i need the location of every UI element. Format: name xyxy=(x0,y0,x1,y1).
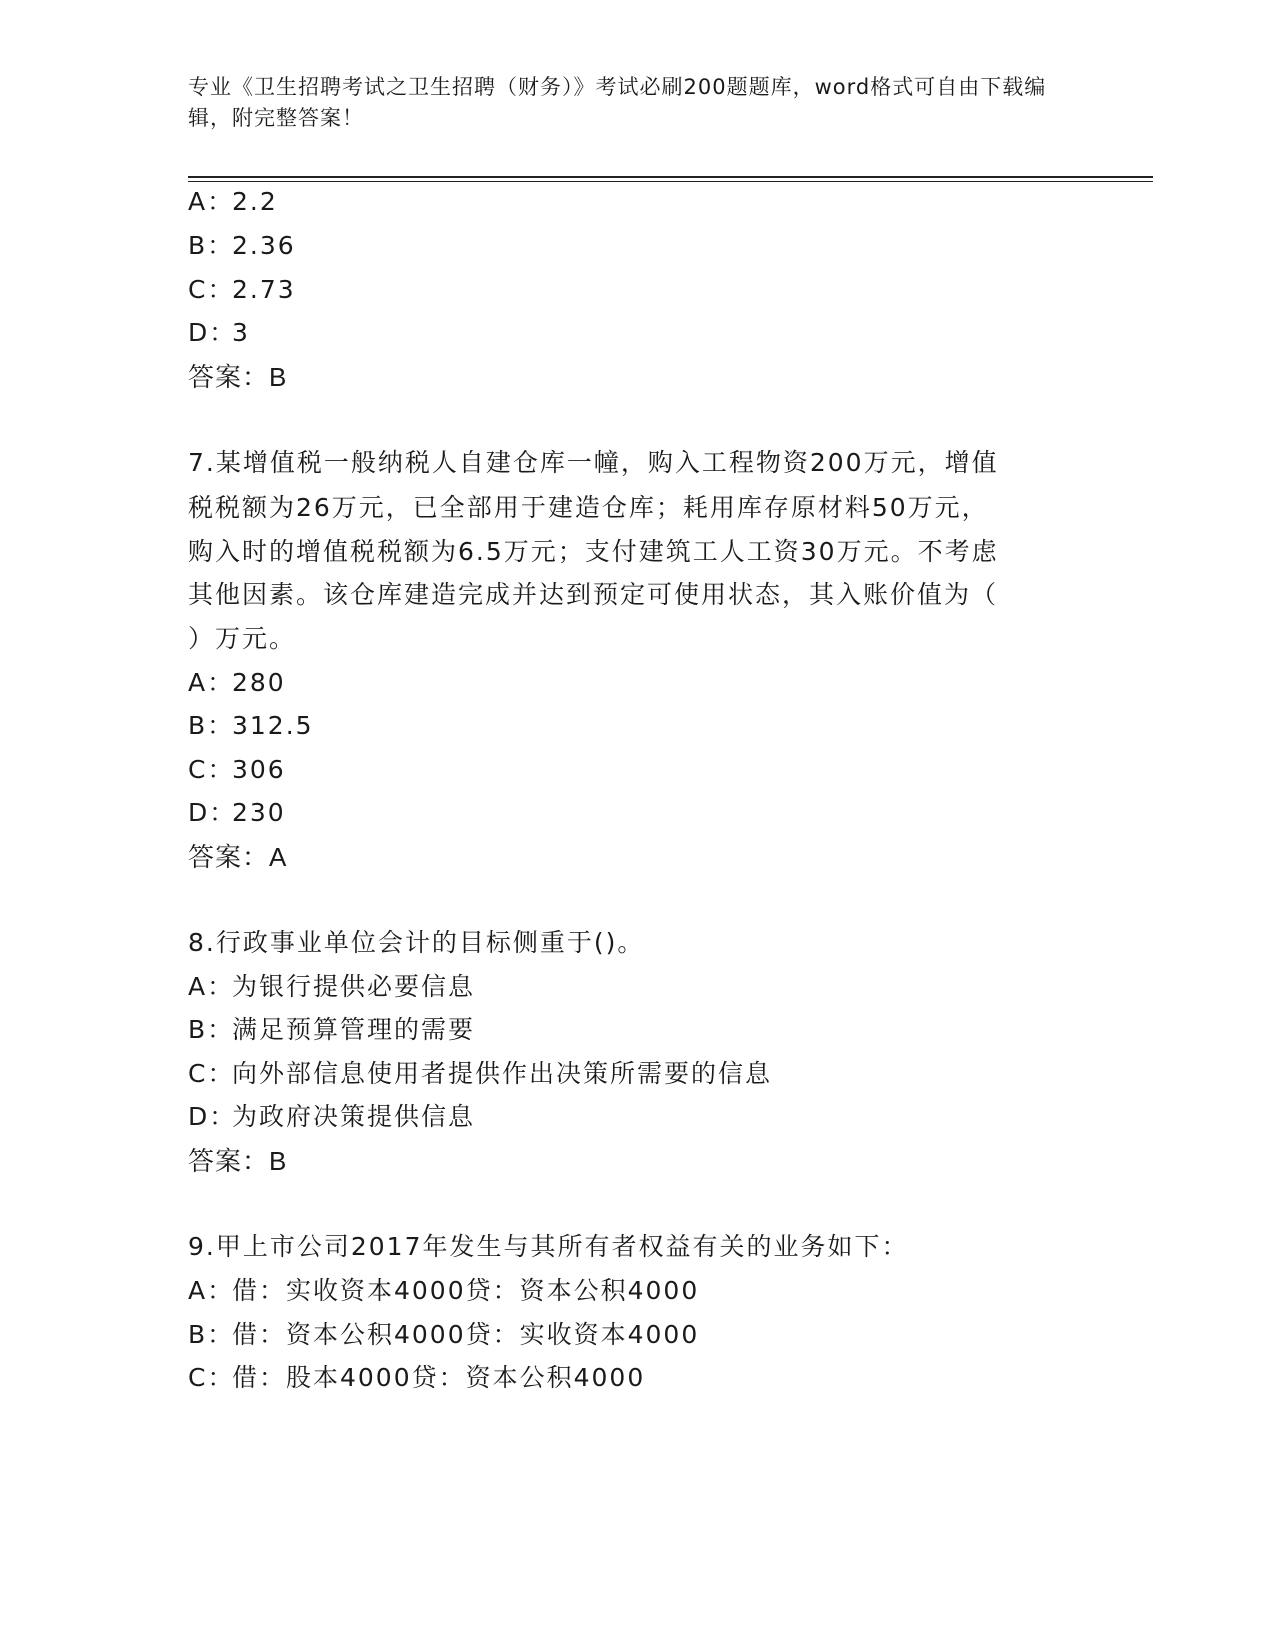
option-text: 借：股本4000贷：资本公积4000 xyxy=(232,1363,646,1392)
option-label: C： xyxy=(188,275,235,304)
q8-option-d xyxy=(188,1102,475,1132)
q6-option-b xyxy=(188,231,296,261)
header-divider-thin xyxy=(188,181,1153,182)
q8-option-a xyxy=(188,972,475,1002)
option-label: C： xyxy=(188,1059,235,1088)
option-text: 满足预算管理的需要 xyxy=(232,1015,476,1044)
option-text: 向外部信息使用者提供作出决策所需要的信息 xyxy=(232,1059,773,1088)
q9-option-c xyxy=(188,1363,645,1393)
q8-answer: 答案：B xyxy=(188,1146,288,1176)
option-label: A： xyxy=(188,187,235,216)
option-text: 306 xyxy=(232,755,286,784)
option-label: B： xyxy=(188,1015,235,1044)
q6-option-c xyxy=(188,275,296,305)
q7-stem-line-4: 其他因素。该仓库建造完成并达到预定可使用状态，其入账价值为（ xyxy=(188,580,999,609)
q7-stem-line-2: 税税额为26万元，已全部用于建造仓库；耗用库存原材料50万元， xyxy=(188,493,989,522)
option-label: B： xyxy=(188,711,235,740)
q6-answer: 答案：B xyxy=(188,362,288,392)
q6-option-d xyxy=(188,318,250,348)
option-text: 2.2 xyxy=(232,187,278,216)
header-divider xyxy=(188,176,1153,178)
q8-option-b xyxy=(188,1015,475,1045)
option-text: 280 xyxy=(232,668,286,697)
option-label: B： xyxy=(188,231,235,260)
q8-stem: 8.行政事业单位会计的目标侧重于()。 xyxy=(188,928,645,957)
q9-option-b xyxy=(188,1320,699,1350)
option-label: B： xyxy=(188,1320,235,1349)
option-label: C： xyxy=(188,1363,235,1392)
option-text: 230 xyxy=(232,798,286,827)
q7-stem-line-3: 购入时的增值税税额为6.5万元；支付建筑工人工资30万元。不考虑 xyxy=(188,537,999,566)
q9-stem: 9.甲上市公司2017年发生与其所有者权益有关的业务如下： xyxy=(188,1232,909,1261)
q9-option-a xyxy=(188,1276,699,1306)
q6-option-a xyxy=(188,187,278,217)
option-text: 借：实收资本4000贷：资本公积4000 xyxy=(232,1276,700,1305)
option-text: 借：资本公积4000贷：实收资本4000 xyxy=(232,1320,700,1349)
q7-option-a xyxy=(188,668,286,698)
option-text: 312.5 xyxy=(232,711,314,740)
document-header: 专业《卫生招聘考试之卫生招聘（财务）》考试必刷200题题库，word格式可自由下载编辑，附完整答案！ xyxy=(188,75,1047,130)
q7-option-c xyxy=(188,755,286,785)
option-label: A： xyxy=(188,1276,235,1305)
option-text: 为政府决策提供信息 xyxy=(232,1102,476,1131)
q7-answer: 答案：A xyxy=(188,842,288,872)
option-label: A： xyxy=(188,972,235,1001)
q7-option-d xyxy=(188,798,286,828)
option-label: D： xyxy=(188,798,237,827)
option-text: 为银行提供必要信息 xyxy=(232,972,476,1001)
option-label: D： xyxy=(188,318,237,347)
q7-stem-line-1: 7.某增值税一般纳税人自建仓库一幢，购入工程物资200万元，增值 xyxy=(188,448,999,477)
q7-option-b xyxy=(188,711,314,741)
q8-option-c xyxy=(188,1059,772,1089)
option-label: D： xyxy=(188,1102,237,1131)
option-text: 2.36 xyxy=(232,231,296,260)
option-text: 2.73 xyxy=(232,275,296,304)
q7-stem-line-5: ）万元。 xyxy=(188,624,297,653)
option-label: A： xyxy=(188,668,235,697)
option-label: C： xyxy=(188,755,235,784)
option-text: 3 xyxy=(232,318,250,347)
